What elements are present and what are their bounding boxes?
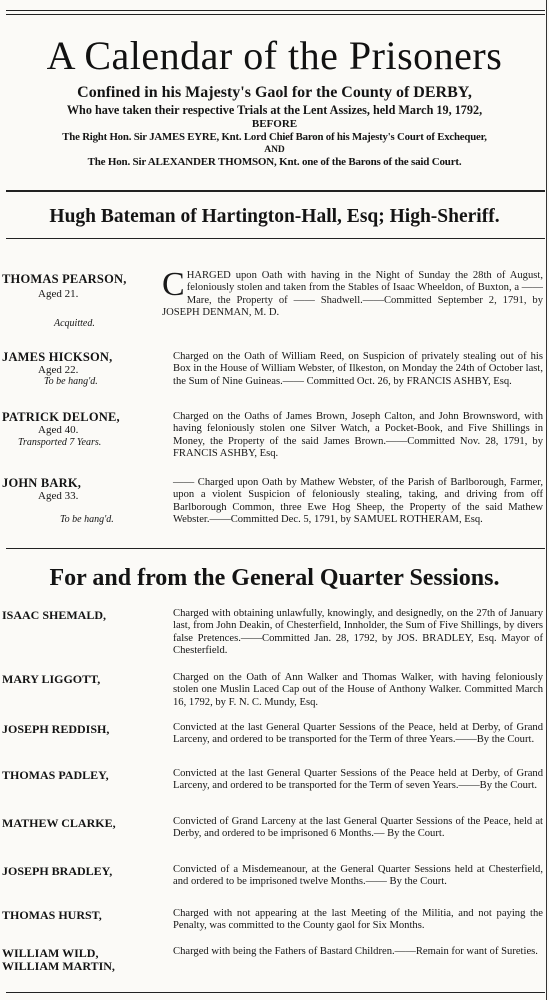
charge-text: —— Charged upon Oath by Mathew Webster, of the Parish of Barlborough, Farmer, upon a violent Suspicion of feloniously stealing, taking, and driving from off Barlborough Common, three Ewe Hog Sheep, the Property of the said Mathew Webster.——Committed Dec. 5, 1791, by SAMUEL ROTHERAM, Esq. [173, 477, 543, 525]
drop-cap: C [162, 266, 185, 303]
charge-text-body: HARGED upon Oath with having in the Night of Sunday the 28th of August, feloniously stolen and taken from the Stables of Isaac Wheeldon, of Buxton, a —— Mare, the Property of —— Shadwell.——Committed September 2, 1791, by JOSEPH DENMAN, M. D. [162, 270, 543, 318]
charge-text: Convicted of a Misdemeanour, at the General Quarter Sessions held at Chesterfield, and ordered to be imprisoned twelve Months.—— By the Court. [173, 864, 543, 888]
prisoner-age: Aged 21. [38, 288, 79, 300]
prisoner-name: MARY LIGGOTT, [2, 672, 101, 686]
sheriff-heading: Hugh Bateman of Hartington-Hall, Esq; High-Sheriff. [49, 206, 500, 227]
prisoner-name: JAMES HICKSON, [2, 350, 113, 364]
top-rule [6, 10, 545, 11]
divider-rule-3 [6, 548, 545, 549]
page-title: A Calendar of the Prisoners [46, 33, 503, 78]
divider-rule-1 [6, 190, 545, 192]
charge-text: Convicted at the last General Quarter Sessions of the Peace, held at Derby, of Grand Larceny, and ordered to be transported for the Term of three Years.——By the Court. [173, 722, 543, 746]
prisoner-verdict: Transported 7 Years. [18, 437, 102, 448]
charge-text: Charged with obtaining unlawfully, knowingly, and designedly, on the 27th of January last, from John Deakin, of Chesterfield, Innholder, the Sum of Five Shillings, by divers false Pretences.——Committed Jan. 28, 1792, by JOS. BRADLEY, Esq. Mayor of Chesterfield. [173, 608, 543, 656]
prisoner-age: Aged 22. [38, 364, 79, 376]
prisoner-name: THOMAS PEARSON, [2, 272, 127, 286]
charge-text: Convicted of Grand Larceny at the last General Quarter Sessions of the Peace, held at Derby, and ordered to be imprisoned 6 Months.— By the Court. [173, 816, 543, 840]
prisoner-verdict: Acquitted. [54, 318, 95, 329]
charge-text: Charged on the Oaths of James Brown, Joseph Calton, and John Brownsword, with having feloniously stolen one Silver Watch, a Pocket-Book, and Five Shillings in Money, the Property of the said James Brown.——Committed Nov. 28, 1791, by FRANCIS ASHBY, Esq. [173, 411, 543, 459]
header-line-3: BEFORE [251, 118, 298, 130]
header-line-4: The Right Hon. Sir JAMES EYRE, Knt. Lord Chief Baron of his Majesty's Court of Exchequer, [62, 131, 487, 143]
header-line-2: Who have taken their respective Trials at the Lent Assizes, held March 19, 1792, [66, 103, 483, 117]
prisoner-name: ISAAC SHEMALD, [2, 608, 107, 622]
prisoner-verdict: To be hang'd. [60, 514, 114, 525]
header-line-5: AND [264, 145, 285, 155]
prisoner-name: MATHEW CLARKE, [2, 816, 116, 830]
header-line-1: Confined in his Majesty's Gaol for the County of DERBY, [77, 84, 472, 101]
charge-text: Convicted at the last General Quarter Sessions of the Peace held at Derby, of Grand Larceny, and ordered to be transported for the Term of seven Years.——By the Court. [173, 768, 543, 792]
prisoner-name: JOSEPH REDDISH, [2, 722, 110, 736]
charge-text: Charged on the Oath of William Reed, on Suspicion of privately stealing out of his Box in the House of William Webster, of Ilkeston, on Monday the 24th of October last, the Sum of Nine Guineas.—— Committed Oct. 26, by FRANCIS ASHBY, Esq. [173, 351, 543, 387]
prisoner-age: Aged 40. [38, 424, 79, 436]
quarter-sessions-heading: For and from the General Quarter Sessions. [49, 565, 500, 591]
charge-text [162, 266, 543, 319]
top-rule-inner [6, 14, 545, 15]
prisoner-name: THOMAS PADLEY, [2, 768, 109, 782]
prisoner-name: PATRICK DELONE, [2, 410, 120, 424]
divider-rule-2 [6, 238, 545, 239]
prisoner-name: WILLIAM WILD, [2, 946, 99, 960]
prisoner-name: JOSEPH BRADLEY, [2, 864, 113, 878]
prisoner-age: Aged 33. [38, 490, 79, 502]
charge-text: Charged with not appearing at the last Meeting of the Militia, and not paying the Penalty, was committed to the County gaol for Six Months. [173, 908, 543, 932]
prisoner-verdict: To be hang'd. [44, 376, 98, 387]
charge-text: Charged with being the Fathers of Bastard Children.——Remain for want of Sureties. [173, 946, 538, 957]
prisoner-name: JOHN BARK, [2, 476, 82, 490]
prisoner-name-second: WILLIAM MARTIN, [2, 959, 115, 973]
bottom-rule [6, 992, 545, 993]
header-line-6: The Hon. Sir ALEXANDER THOMSON, Knt. one of the Barons of the said Court. [87, 156, 462, 168]
prisoner-name: THOMAS HURST, [2, 908, 102, 922]
charge-text: Charged on the Oath of Ann Walker and Thomas Walker, with having feloniously stolen one Muslin Laced Cap out of the House of Anthony Walker. Committed March 16, 1792, by F. N. C. Mundy, Esq. [173, 672, 543, 708]
